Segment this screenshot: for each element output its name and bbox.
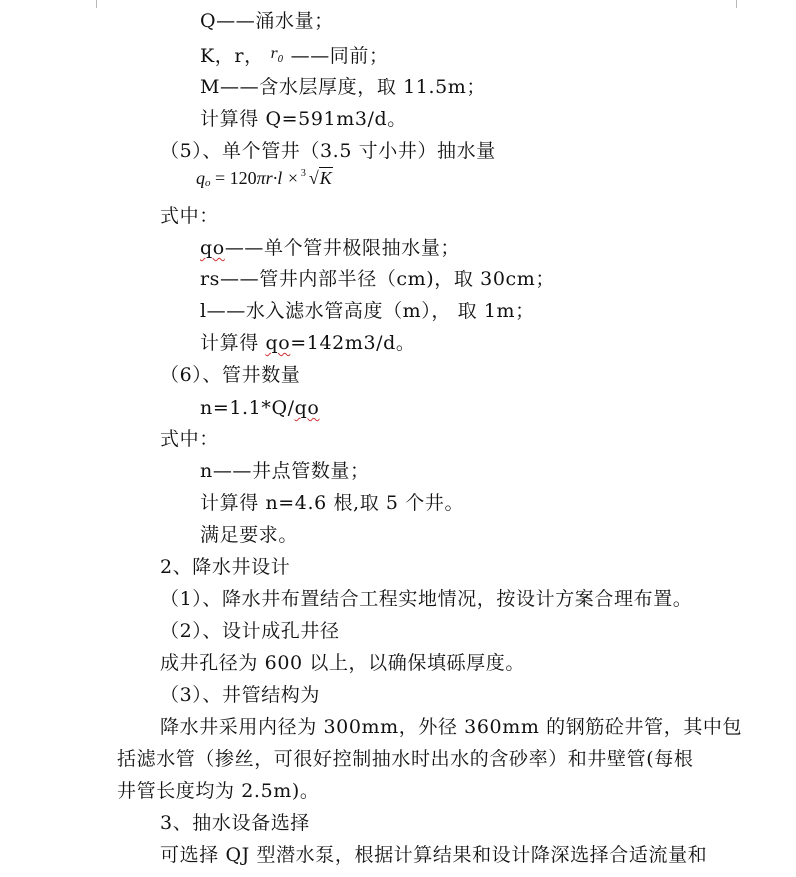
line-requirement-met: 满足要求。: [200, 524, 299, 546]
formula-cube-root: [300, 166, 333, 190]
line-l-definition: l——水入滤水管高度（m）， 取 1m；: [200, 300, 535, 322]
qo-result-term: qo: [265, 332, 291, 354]
line-qo-result: [200, 330, 416, 356]
line-pipe-structure-2: 括滤水管（掺丝，可很好控制抽水时出水的含砂率）和井壁管(每根: [117, 748, 694, 770]
page-corner-mark-right: [736, 0, 737, 8]
r0-letter: r: [270, 46, 278, 62]
line-pipe-structure-1: 降水井采用内径为 300mm，外径 360mm 的钢筋砼井管，其中包: [160, 716, 743, 738]
line-qo-definition: [200, 235, 460, 261]
formula-equals-coefficient: = 120: [210, 168, 257, 188]
qo-result-value: =142m3/d。: [290, 332, 416, 354]
line-n-result: 计算得 n=4.6 根,取 5 个井。: [200, 492, 465, 514]
formula-q: q: [196, 168, 205, 188]
heading-well-count: （6）、管井数量: [160, 364, 301, 386]
line-borehole-diameter: 成井孔径为 600 以上，以确保填砾厚度。: [160, 652, 525, 674]
formula-pi-r: πr: [256, 168, 273, 188]
line-k-r-same-as-before: [200, 41, 389, 73]
formula-l-times: ·l ×: [272, 168, 299, 188]
formula-root-symbol: √: [308, 168, 319, 188]
heading-dewatering-well-design: 2、降水井设计: [160, 556, 291, 578]
heading-well-pipe-structure: （3）、井管结构为: [160, 684, 320, 706]
formula-q-subscript: o: [205, 177, 211, 189]
r0-symbol: [270, 46, 284, 65]
r0-subscript: 0: [277, 54, 284, 65]
line-q-definition: Q——涌水量；: [200, 10, 334, 32]
heading-borehole-diameter: （2）、设计成孔井径: [160, 620, 340, 642]
page-corner-mark-left: [96, 0, 97, 8]
n-formula-text: n=1.1*Q/: [200, 397, 295, 419]
qo-result-prefix: 计算得: [200, 332, 266, 354]
line-rs-definition: rs——管井内部半径（cm)，取 30cm；: [200, 268, 555, 290]
heading-pump-selection: 3、抽水设备选择: [160, 812, 310, 834]
qo-definition-text: ——单个管井极限抽水量；: [224, 237, 461, 259]
formula-single-well-pumping: [196, 166, 333, 195]
line-pump-selection: 可选择 QJ 型潜水泵，根据计算结果和设计降深选择合适流量和: [160, 844, 708, 866]
line-m-aquifer-thickness: M——含水层厚度，取 11.5m；: [200, 76, 487, 98]
formula-root-index: 3: [300, 168, 306, 179]
label-where-2: 式中：: [160, 428, 219, 450]
line-n-definition: n——井点管数量；: [200, 460, 370, 482]
line-k-r-suffix: ——同前；: [290, 45, 389, 67]
line-k-r-prefix: K，r，: [200, 45, 264, 67]
n-formula-qo: qo: [294, 397, 320, 419]
label-where-1: 式中：: [160, 205, 219, 227]
heading-single-well-pumping: （5）、单个管井（3.5 寸小井）抽水量: [160, 140, 496, 162]
qo-term: qo: [200, 237, 225, 259]
line-n-formula: [200, 395, 319, 421]
line-well-layout: （1）、降水井布置结合工程实地情况，按设计方案合理布置。: [160, 588, 693, 610]
formula-radicand: K: [319, 168, 332, 188]
line-pipe-structure-3: 井管长度均为 2.5m)。: [117, 780, 320, 802]
line-q-result: 计算得 Q=591m3/d。: [200, 108, 407, 130]
